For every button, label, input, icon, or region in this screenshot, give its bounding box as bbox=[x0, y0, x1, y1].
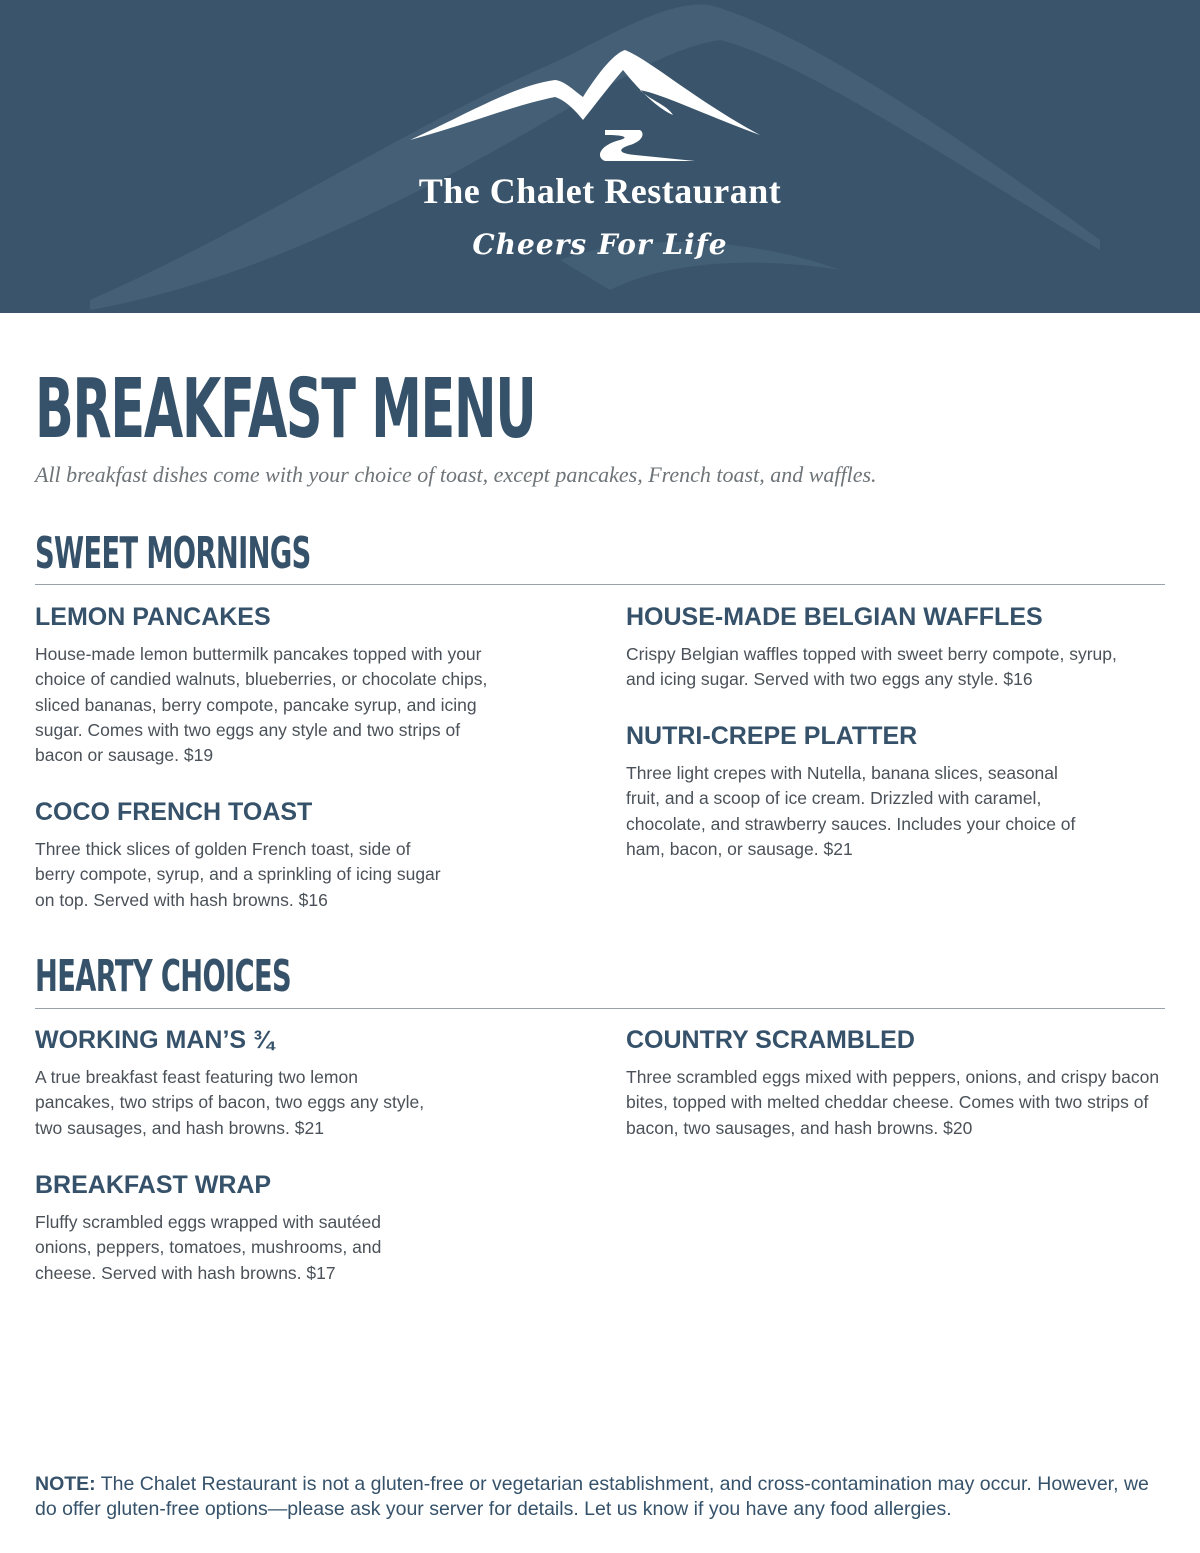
section-divider bbox=[35, 584, 1165, 585]
brand-name: The Chalet Restaurant bbox=[418, 171, 782, 211]
menu-item-description: House-made lemon buttermilk pancakes topped with your choice of candied walnuts, blueberries, or chocolate chips, sliced bananas, berry compote, pancake syrup, and icing sugar. Comes with two eggs any style and two strips of bacon or sausage. $19 bbox=[35, 644, 488, 766]
menu-item-name: COUNTRY SCRAMBLED bbox=[626, 1026, 915, 1054]
menu-item bbox=[626, 722, 1096, 862]
menu-item-description: Three thick slices of golden French toast, side of berry compote, syrup, and a sprinkling of icing sugar on top. Served with hash browns. $16 bbox=[35, 839, 441, 910]
menu-item-description: Crispy Belgian waffles topped with sweet berry compote, syrup, and icing sugar. Served with two eggs any style. $16 bbox=[626, 644, 1117, 690]
menu-item bbox=[35, 798, 505, 913]
menu-item bbox=[35, 603, 505, 768]
menu-item-description: Three light crepes with Nutella, banana slices, seasonal fruit, and a scoop of ice cream. Drizzled with caramel, chocolate, and strawberry sauces. Includes your choice of ham, bacon, or sausage. $21 bbox=[626, 763, 1076, 859]
note-label: NOTE: bbox=[35, 1473, 96, 1495]
section-title-hearty-choices: HEARTY CHOICES bbox=[35, 951, 292, 1002]
menu-item-name: NUTRI-CREPE PLATTER bbox=[626, 722, 918, 750]
menu-subtitle: All breakfast dishes come with your choice of toast, except pancakes, French toast, and waffles. bbox=[35, 462, 877, 487]
menu-item bbox=[35, 1026, 505, 1141]
mountain-logo-icon bbox=[405, 45, 765, 170]
tagline: Cheers For Life bbox=[472, 228, 728, 261]
menu-item-name: COCO FRENCH TOAST bbox=[35, 798, 313, 826]
menu-item-description: Fluffy scrambled eggs wrapped with sautéed onions, peppers, tomatoes, mushrooms, and cheese. Served with hash browns. $17 bbox=[35, 1212, 382, 1283]
menu-item bbox=[626, 603, 1117, 693]
menu-item-name: HOUSE-MADE BELGIAN WAFFLES bbox=[626, 603, 1043, 631]
allergy-note bbox=[35, 1472, 1170, 1522]
section-divider bbox=[35, 1008, 1165, 1009]
section-title-sweet-mornings: SWEET MORNINGS bbox=[35, 528, 311, 579]
menu-item-name: BREAKFAST WRAP bbox=[35, 1171, 272, 1199]
note-text: The Chalet Restaurant is not a gluten-free or vegetarian establishment, and cross-contamination may occur. However, we do offer gluten-free options—please ask your server for details. Let us know if you have any food allergies. bbox=[35, 1473, 1149, 1520]
menu-item bbox=[626, 1026, 1160, 1141]
menu-item-name: WORKING MAN’S ¾ bbox=[35, 1026, 274, 1054]
menu-item-description: A true breakfast feast featuring two lemon pancakes, two strips of bacon, two eggs any style, two sausages, and hash browns. $21 bbox=[35, 1067, 425, 1138]
menu-item-description: Three scrambled eggs mixed with peppers, onions, and crispy bacon bites, topped with melted cheddar cheese. Comes with two strips of bacon, two sausages, and hash browns. $20 bbox=[626, 1067, 1160, 1138]
menu-title: BREAKFAST MENU bbox=[35, 362, 536, 457]
menu-item-name: LEMON PANCAKES bbox=[35, 603, 271, 631]
menu-item bbox=[35, 1171, 505, 1286]
header-banner bbox=[0, 0, 1200, 313]
